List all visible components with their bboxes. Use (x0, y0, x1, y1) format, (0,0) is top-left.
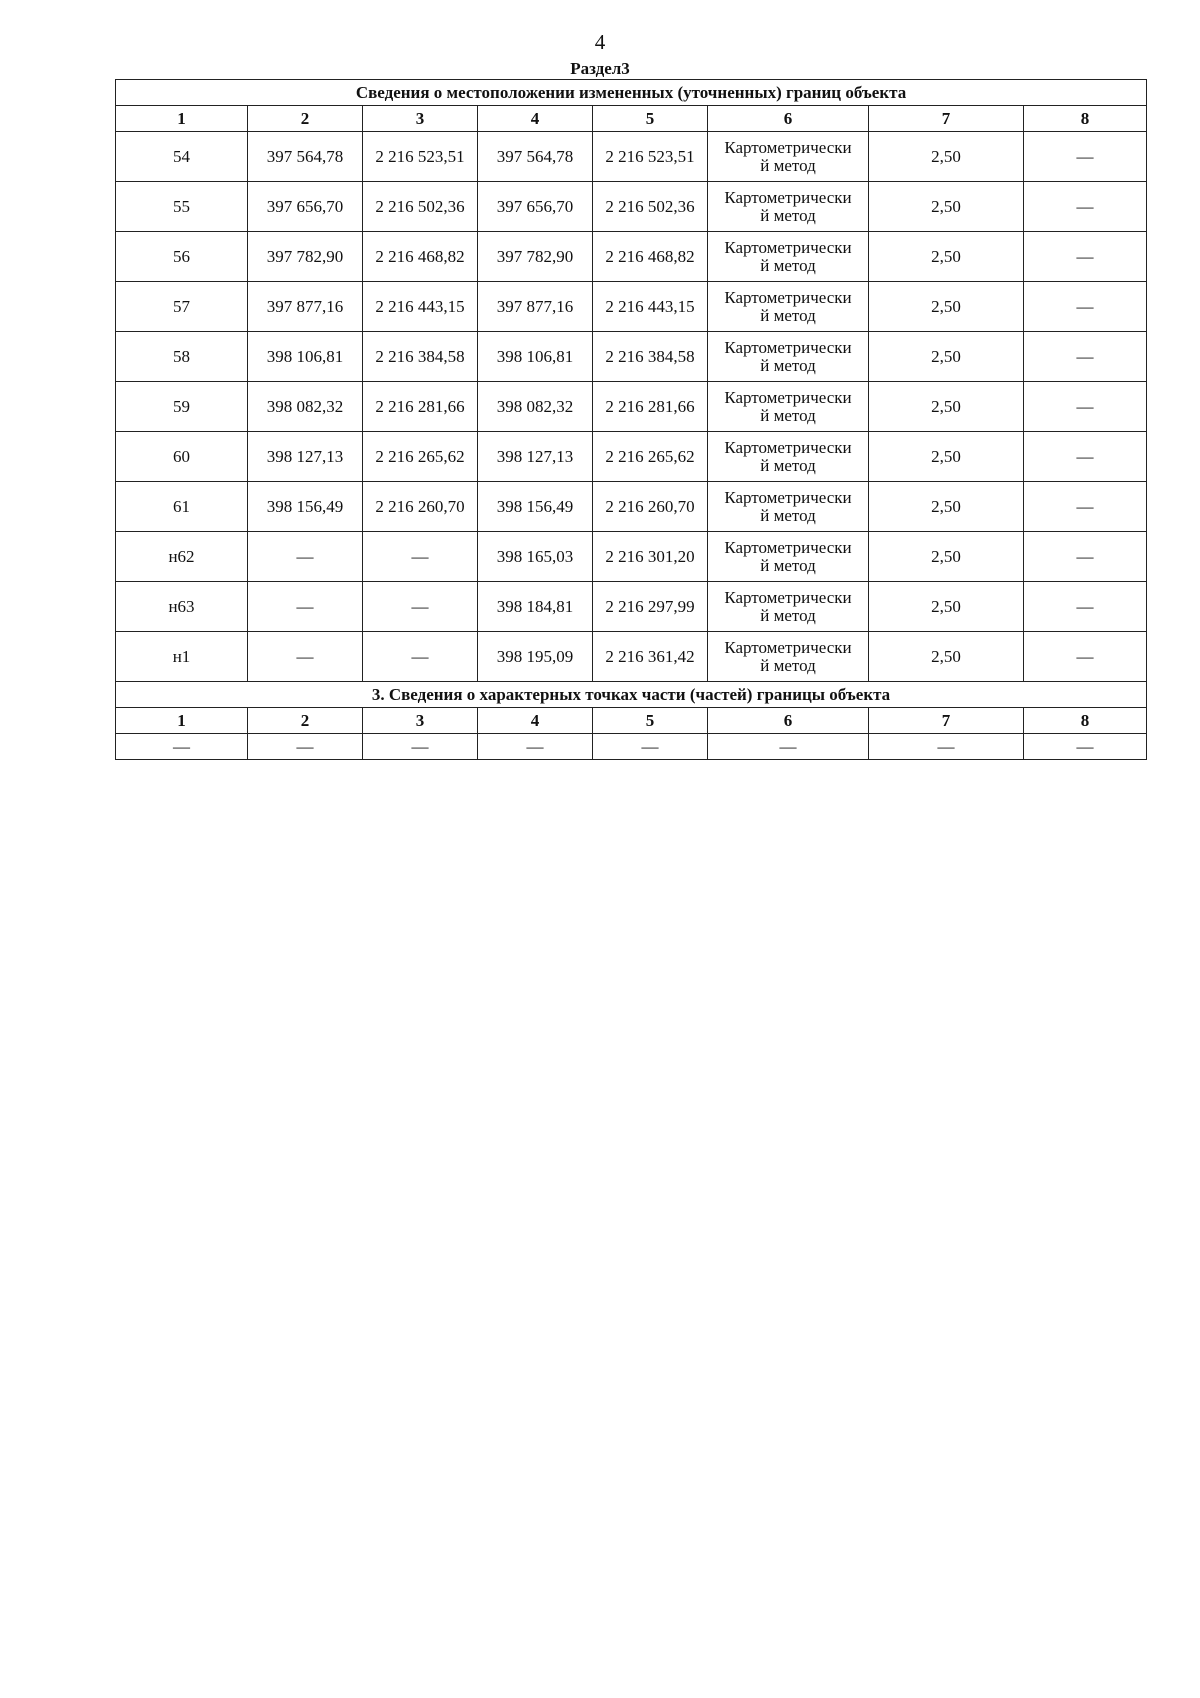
accuracy-cell: 2,50 (869, 132, 1024, 182)
table-row (116, 632, 1147, 682)
accuracy-cell: 2,50 (869, 432, 1024, 482)
empty-cell: — (478, 734, 593, 760)
method-line: й метод (760, 405, 816, 425)
x-old-cell: 397 564,78 (248, 132, 363, 182)
table1-caption-row (116, 80, 1147, 106)
table1-caption: Сведения о местоположении измененных (уточненных) границ объекта (116, 80, 1147, 106)
y-new-cell: 2 216 523,51 (593, 132, 708, 182)
y-new-cell: 2 216 260,70 (593, 482, 708, 532)
section-title: Раздел3 (570, 59, 630, 78)
y-old-cell: — (363, 582, 478, 632)
boundary-table (115, 79, 1147, 760)
empty-cell: — (708, 734, 869, 760)
table-row (116, 182, 1147, 232)
point-number-cell: 58 (116, 332, 248, 382)
table-row (116, 582, 1147, 632)
table-row (116, 734, 1147, 760)
x-old-cell: 397 877,16 (248, 282, 363, 332)
column-header: 5 (593, 708, 708, 734)
method-line: Картометрически (724, 637, 852, 657)
y-new-cell: 2 216 468,82 (593, 232, 708, 282)
y-old-cell: 2 216 281,66 (363, 382, 478, 432)
table2-caption-row (116, 682, 1147, 708)
point-number-cell: 56 (116, 232, 248, 282)
accuracy-cell: 2,50 (869, 332, 1024, 382)
method-line: Картометрически (724, 487, 852, 507)
y-new-cell: 2 216 297,99 (593, 582, 708, 632)
method-line: Картометрически (724, 587, 852, 607)
note-cell: — (1024, 582, 1147, 632)
y-old-cell: 2 216 443,15 (363, 282, 478, 332)
x-old-cell: 398 106,81 (248, 332, 363, 382)
accuracy-cell: 2,50 (869, 282, 1024, 332)
y-new-cell: 2 216 443,15 (593, 282, 708, 332)
y-old-cell: 2 216 468,82 (363, 232, 478, 282)
method-line: Картометрически (724, 537, 852, 557)
table2-header-row (116, 708, 1147, 734)
method-line: Картометрически (724, 337, 852, 357)
method-line: Картометрически (724, 437, 852, 457)
column-header: 3 (363, 106, 478, 132)
x-new-cell: 398 127,13 (478, 432, 593, 482)
method-line: й метод (760, 505, 816, 525)
method-line: й метод (760, 255, 816, 275)
column-header: 1 (116, 106, 248, 132)
column-header: 4 (478, 708, 593, 734)
table-row (116, 132, 1147, 182)
column-header: 6 (708, 708, 869, 734)
column-header: 1 (116, 708, 248, 734)
x-new-cell: 397 877,16 (478, 282, 593, 332)
y-old-cell: 2 216 265,62 (363, 432, 478, 482)
x-new-cell: 398 184,81 (478, 582, 593, 632)
x-old-cell: — (248, 582, 363, 632)
x-old-cell: 398 082,32 (248, 382, 363, 432)
note-cell: — (1024, 282, 1147, 332)
y-old-cell: 2 216 260,70 (363, 482, 478, 532)
x-old-cell: — (248, 532, 363, 582)
x-new-cell: 398 156,49 (478, 482, 593, 532)
point-number-cell: н63 (116, 582, 248, 632)
method-cell (708, 232, 869, 282)
note-cell: — (1024, 332, 1147, 382)
method-line: Картометрически (724, 137, 852, 157)
point-number-cell: н1 (116, 632, 248, 682)
table-row (116, 282, 1147, 332)
method-cell (708, 382, 869, 432)
method-line: й метод (760, 455, 816, 475)
y-old-cell: — (363, 532, 478, 582)
note-cell: — (1024, 132, 1147, 182)
y-new-cell: 2 216 281,66 (593, 382, 708, 432)
table-row (116, 482, 1147, 532)
empty-cell: — (593, 734, 708, 760)
column-header: 7 (869, 708, 1024, 734)
method-cell (708, 332, 869, 382)
y-old-cell: 2 216 502,36 (363, 182, 478, 232)
column-header: 4 (478, 106, 593, 132)
empty-cell: — (1024, 734, 1147, 760)
note-cell: — (1024, 482, 1147, 532)
column-header: 6 (708, 106, 869, 132)
y-old-cell: 2 216 523,51 (363, 132, 478, 182)
method-line: Картометрически (724, 237, 852, 257)
method-cell (708, 532, 869, 582)
point-number-cell: 61 (116, 482, 248, 532)
column-header: 5 (593, 106, 708, 132)
table-row (116, 232, 1147, 282)
y-new-cell: 2 216 384,58 (593, 332, 708, 382)
method-cell (708, 582, 869, 632)
table-row (116, 332, 1147, 382)
x-new-cell: 398 195,09 (478, 632, 593, 682)
accuracy-cell: 2,50 (869, 382, 1024, 432)
y-new-cell: 2 216 265,62 (593, 432, 708, 482)
x-new-cell: 398 082,32 (478, 382, 593, 432)
x-new-cell: 397 656,70 (478, 182, 593, 232)
method-line: Картометрически (724, 187, 852, 207)
y-new-cell: 2 216 502,36 (593, 182, 708, 232)
note-cell: — (1024, 532, 1147, 582)
note-cell: — (1024, 182, 1147, 232)
x-new-cell: 398 106,81 (478, 332, 593, 382)
y-old-cell: 2 216 384,58 (363, 332, 478, 382)
empty-cell: — (869, 734, 1024, 760)
column-header: 2 (248, 106, 363, 132)
y-new-cell: 2 216 361,42 (593, 632, 708, 682)
method-line: Картометрически (724, 287, 852, 307)
method-cell (708, 632, 869, 682)
page-number: 4 (594, 30, 606, 54)
x-old-cell: 397 656,70 (248, 182, 363, 232)
y-new-cell: 2 216 301,20 (593, 532, 708, 582)
column-header: 3 (363, 708, 478, 734)
accuracy-cell: 2,50 (869, 232, 1024, 282)
x-new-cell: 398 165,03 (478, 532, 593, 582)
accuracy-cell: 2,50 (869, 532, 1024, 582)
x-old-cell: 397 782,90 (248, 232, 363, 282)
column-header: 8 (1024, 708, 1147, 734)
point-number-cell: 54 (116, 132, 248, 182)
accuracy-cell: 2,50 (869, 482, 1024, 532)
method-cell (708, 482, 869, 532)
method-line: й метод (760, 155, 816, 175)
accuracy-cell: 2,50 (869, 182, 1024, 232)
point-number-cell: 57 (116, 282, 248, 332)
table-row (116, 382, 1147, 432)
accuracy-cell: 2,50 (869, 632, 1024, 682)
point-number-cell: н62 (116, 532, 248, 582)
method-line: й метод (760, 355, 816, 375)
empty-cell: — (363, 734, 478, 760)
note-cell: — (1024, 432, 1147, 482)
note-cell: — (1024, 632, 1147, 682)
x-new-cell: 397 564,78 (478, 132, 593, 182)
note-cell: — (1024, 232, 1147, 282)
point-number-cell: 60 (116, 432, 248, 482)
x-new-cell: 397 782,90 (478, 232, 593, 282)
method-line: й метод (760, 205, 816, 225)
accuracy-cell: 2,50 (869, 582, 1024, 632)
x-old-cell: — (248, 632, 363, 682)
table-row (116, 532, 1147, 582)
column-header: 2 (248, 708, 363, 734)
table1-header-row (116, 106, 1147, 132)
empty-cell: — (116, 734, 248, 760)
y-old-cell: — (363, 632, 478, 682)
method-line: й метод (760, 655, 816, 675)
column-header: 7 (869, 106, 1024, 132)
method-cell (708, 432, 869, 482)
method-cell (708, 182, 869, 232)
method-line: Картометрически (724, 387, 852, 407)
table-row (116, 432, 1147, 482)
point-number-cell: 59 (116, 382, 248, 432)
empty-cell: — (248, 734, 363, 760)
x-old-cell: 398 156,49 (248, 482, 363, 532)
method-cell (708, 132, 869, 182)
method-line: й метод (760, 605, 816, 625)
x-old-cell: 398 127,13 (248, 432, 363, 482)
method-cell (708, 282, 869, 332)
column-header: 8 (1024, 106, 1147, 132)
note-cell: — (1024, 382, 1147, 432)
method-line: й метод (760, 305, 816, 325)
method-line: й метод (760, 555, 816, 575)
table2-caption: 3. Сведения о характерных точках части (частей) границы объекта (116, 682, 1147, 708)
point-number-cell: 55 (116, 182, 248, 232)
